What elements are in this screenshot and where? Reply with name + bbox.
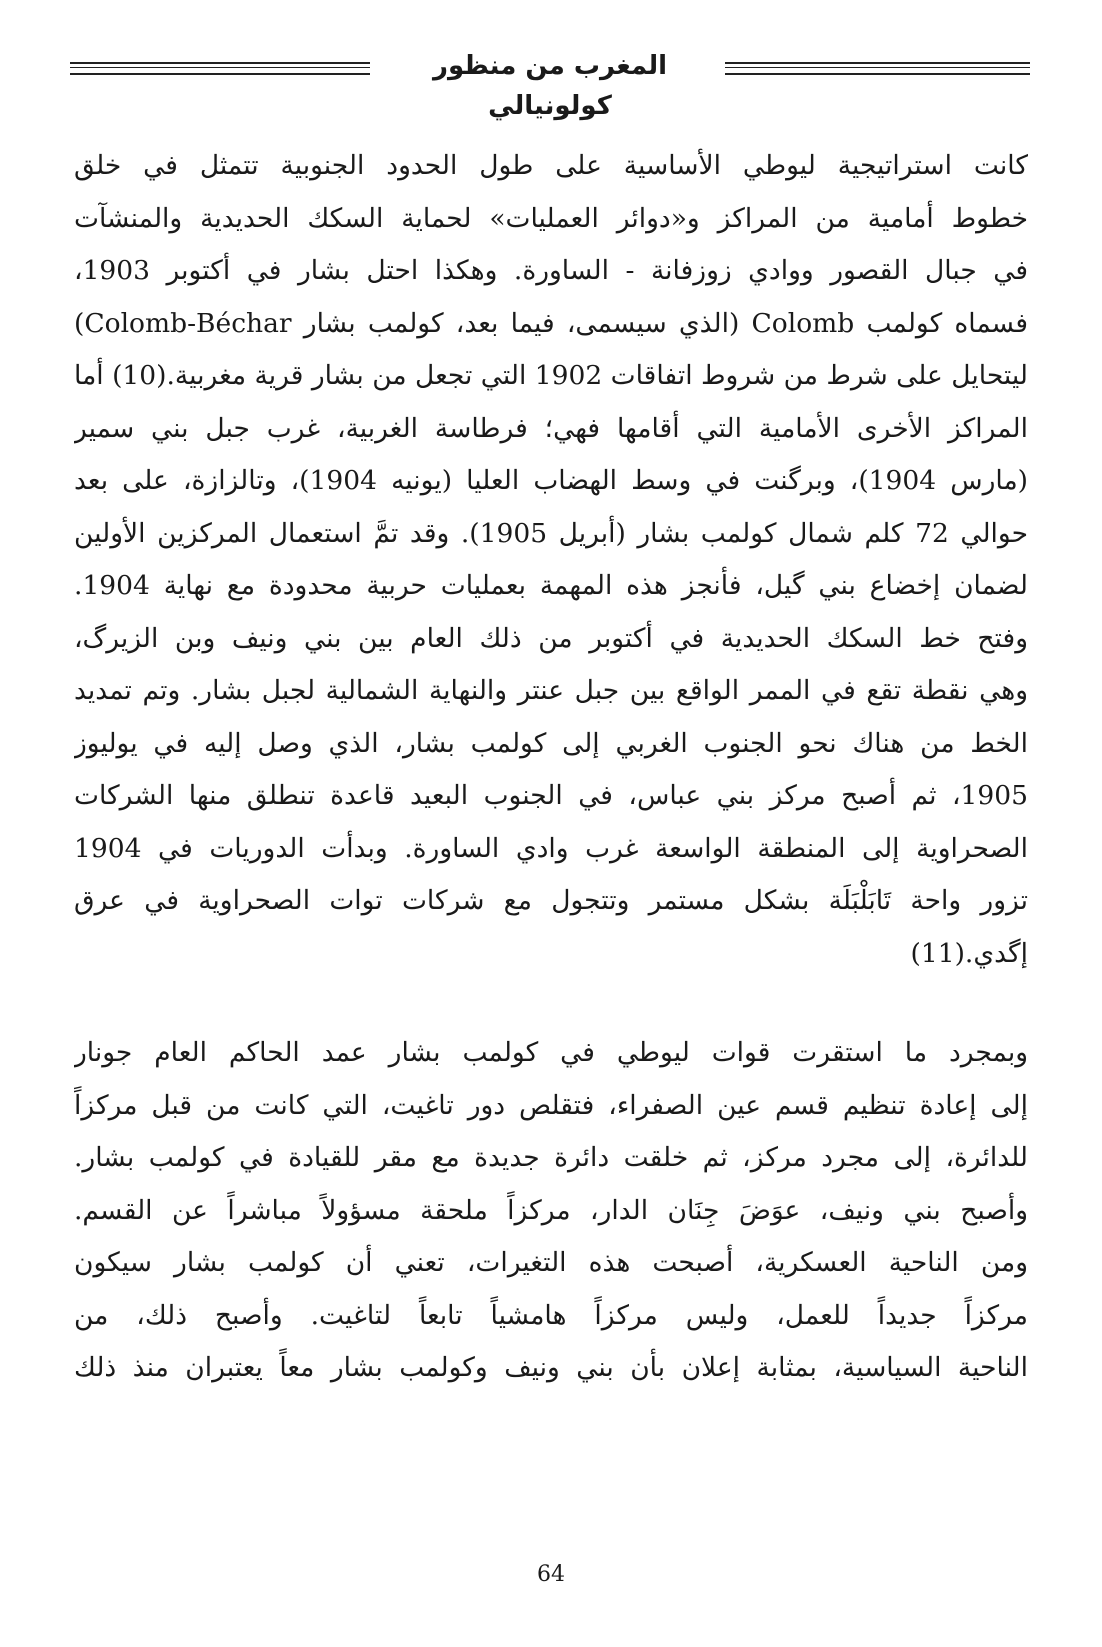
text-line: حوالي 72 كلم شمال كولمب بشار (أبريل 1905). وقد تمَّ استعمال المركزين الأولين (74, 517, 1028, 549)
text-line: وهي نقطة تقع في الممر الواقع بين جبل عنتر والنهاية الشمالية لجبل بشار. وتم تمديد (74, 675, 1028, 706)
header-rule-left (70, 62, 370, 75)
text-line: كانت استراتيجية ليوطي الأساسية على طول الحدود الجنوبية تتمثل في خلق (74, 150, 1028, 181)
text-line: تزور واحة تَابَلْبَلَة بشكل مستمر وتتجول مع شركات توات الصحراوية في عرق (74, 885, 1028, 916)
paragraph-1 (74, 140, 1028, 980)
text-line: الخط من هناك نحو الجنوب الغربي إلى كولمب بشار، الذي وصل إليه في يوليوز (74, 727, 1028, 759)
text-line: الناحية السياسية، بمثابة إعلان بأن بني ونيف وكولمب بشار معاً يعتبران منذ ذلك (74, 1352, 1028, 1383)
text-line: الصحراوية إلى المنطقة الواسعة غرب وادي الساورة. وبدأت الدوريات في 1904 (74, 832, 1028, 864)
text-line: وفتح خط السكك الحديدية في أكتوبر من ذلك العام بين بني ونيف وبن الزيرگ، (74, 622, 1028, 654)
text-line: إلى إعادة تنظيم قسم عين الصفراء، فتقلص دور تاغيت، التي كانت من قبل مركزاً (74, 1089, 1028, 1121)
text-line: ومن الناحية العسكرية، أصبحت هذه التغيرات، تعني أن كولمب بشار سيكون (74, 1247, 1028, 1278)
text-line: إگدي.(11) (910, 937, 1028, 969)
text-line: في جبال القصور ووادي زوزفانة - الساورة. وهكذا احتل بشار في أكتوبر 1903، (74, 255, 1028, 286)
text-line: مركزاً جديداً للعمل، وليس مركزاً هامشياً تابعاً لتاغيت. وأصبح ذلك، من (74, 1299, 1028, 1331)
header-rule-right (725, 62, 1030, 75)
text-line: وبمجرد ما استقرت قوات ليوطي في كولمب بشار عمد الحاكم العام جونار (74, 1037, 1028, 1068)
running-title: المغرب من منظور كولونيالي (433, 51, 667, 121)
text-line: فسماه كولمب Colomb (الذي سيسمى، فيما بعد، كولمب بشار Colomb-Béchar) (74, 307, 1028, 339)
text-line: ليتحايل على شرط من شروط اتفاقات 1902 التي تجعل من بشار قرية مغربية.(10) أما (74, 360, 1028, 391)
paragraph-2 (74, 1027, 1028, 1395)
text-line: لضمان إخضاع بني گيل، فأنجز هذه المهمة بعمليات حربية محدودة مع نهاية 1904. (74, 570, 1028, 601)
text-line: المراكز الأخرى الأمامية التي أقامها فهي؛ فرطاسة الغربية، غرب جبل بني سمير (74, 412, 1028, 444)
running-header (70, 46, 1030, 121)
text-line: للدائرة، إلى مجرد مركز، ثم خلقت دائرة جديدة مع مقر للقيادة في كولمب بشار. (74, 1142, 1028, 1173)
text-line: (مارس 1904)، وبرگنت في وسط الهضاب العليا (يونيه 1904)، وتالزازة، على بعد (74, 465, 1028, 496)
text-line: خطوط أمامية من المراكز و«دوائر العمليات» لحماية السكك الحديدية والمنشآت (74, 202, 1028, 234)
text-line: وأصبح بني ونيف، عوَضَ جِنَان الدار، مركزاً ملحقة مسؤولاً مباشراً عن القسم. (74, 1194, 1028, 1226)
text-line: 1905، ثم أصبح مركز بني عباس، في الجنوب البعيد قاعدة تنطلق منها الشركات (74, 780, 1028, 811)
page-number: 64 (537, 1562, 565, 1587)
